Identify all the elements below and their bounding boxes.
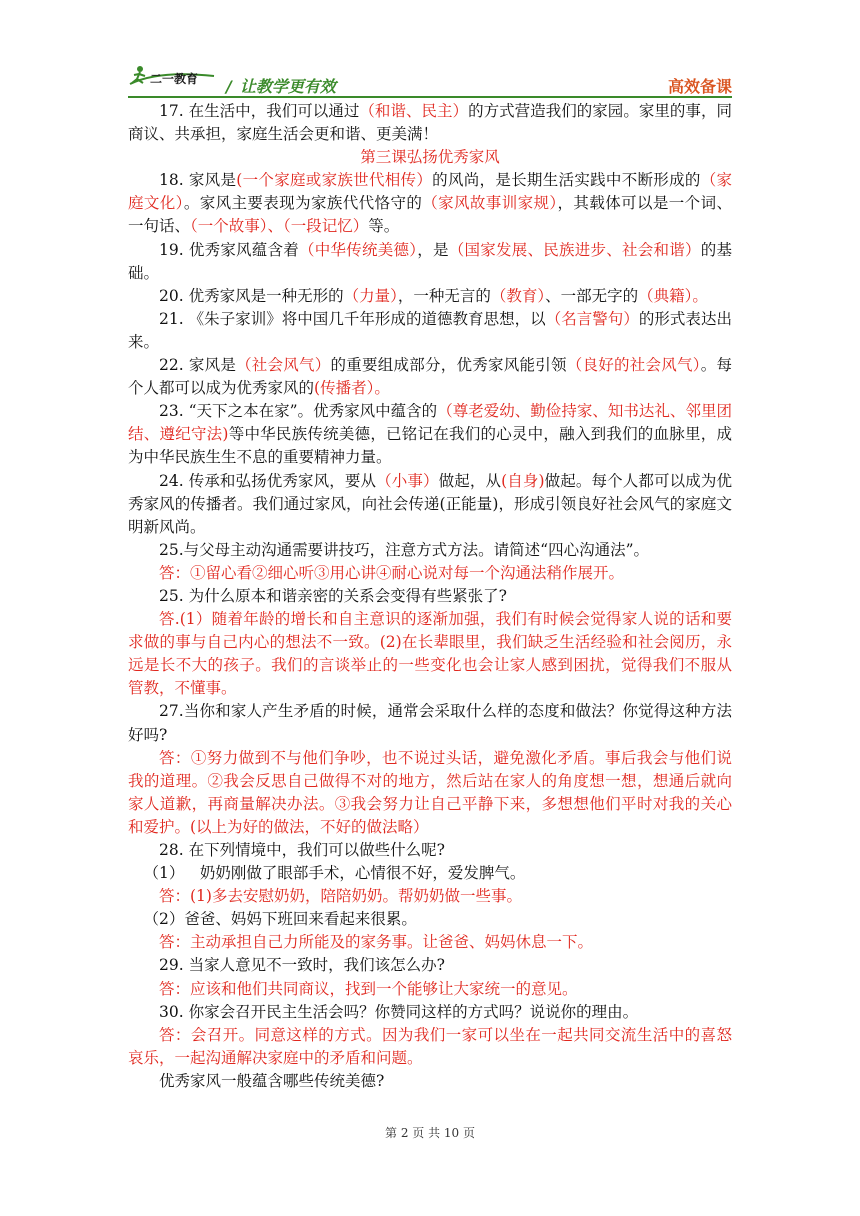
- item-21: 21. 《朱子家训》将中国几千年形成的道德教育思想，以（名言警句）的形式表达出来。: [128, 309, 732, 351]
- item-19: 19. 优秀家风蕴含着（中华传统美德），是（国家发展、民族进步、社会和谐）的基础。: [128, 240, 732, 282]
- header-divider: [128, 96, 732, 98]
- page-header: [128, 64, 732, 98]
- question-28: 28. 在下列情境中，我们可以做些什么呢?: [159, 841, 445, 859]
- question-30: 30. 你家会召开民主生活会吗？你赞同这样的方式吗？说说你的理由。: [159, 1002, 639, 1021]
- document-body: [128, 100, 732, 1093]
- answer-29: 答：应该和他们共同商议，找到一个能够让大家统一的意见。: [159, 979, 578, 998]
- question-25a: 25.与父母主动沟通需要讲技巧，注意方式方法。请简述“四心沟通法”。: [159, 540, 650, 559]
- answer-25a: 答：①留心看②细心听③用心讲④耐心说对每一个沟通法稍作展开。: [159, 563, 625, 582]
- header-tag: 高效备课: [667, 77, 732, 96]
- section-title: 第三课弘扬优秀家风: [360, 148, 500, 167]
- item-23: 23. “天下之本在家”。优秀家风中蕴含的（尊老爱幼、勤俭持家、知书达礼、邻里团结、遵纪守法)等中华民族传统美德，已铭记在我们的心灵中，融入到我们的血脉里，成为中华民族生生不息的重要精神力量。: [128, 402, 732, 467]
- page-number: 第 2 页 共 10 页: [385, 1126, 475, 1140]
- question-25b: 25. 为什么原本和谐亲密的关系会变得有些紧张了?: [159, 586, 507, 605]
- question-27: 27.当你和家人产生矛盾的时候，通常会采取什么样的态度和做法？你觉得这种方法好吗?: [128, 702, 732, 744]
- question-31: 优秀家风一般蕴含哪些传统美德?: [159, 1071, 385, 1090]
- question-28-1: （1） 奶奶刚做了眼部手术，心情很不好，爱发脾气。: [143, 864, 526, 883]
- answer-25b: 答.(1）随着年龄的增长和自主意识的逐渐加强，我们有时候会觉得家人说的话和要求做的事与自己内心的想法不一致。(2)在长辈眼里，我们缺乏生活经验和社会阅历，永远是长不大的孩子。我们的言谈举止的一些变化也会让家人感到困扰，觉得我们不服从管教，不懂事。: [128, 610, 732, 698]
- item-18: 18. 家风是(一个家庭或家族世代相传）的风尚，是长期生活实践中不断形成的（家庭文化）。家风主要表现为家族代代恪守的（家风故事训家规），其载体可以是一个词、一句话、（一个故事）、（一段记忆）等。: [128, 171, 732, 236]
- item-22: 22. 家风是（社会风气）的重要组成部分，优秀家风能引领（良好的社会风气）。每个人都可以成为优秀家风的(传播者）。: [128, 356, 732, 398]
- logo-text: 二一教育: [150, 72, 199, 86]
- answer-30: 答：会召开。同意这样的方式。因为我们一家可以坐在一起共同交流生活中的喜怒哀乐，一起沟通解决家庭中的矛盾和问题。: [128, 1025, 732, 1067]
- item-17: 17. 在生活中，我们可以通过（和谐、民主）的方式营造我们的家园。家里的事，同商议、共承担，家庭生活会更和谐、更美满！: [128, 102, 732, 144]
- question-29: 29. 当家人意见不一致时，我们该怎么办?: [159, 956, 445, 975]
- answer-28-2: 答：主动承担自己力所能及的家务事。让爸爸、妈妈休息一下。: [159, 933, 594, 952]
- answer-27: 答：①努力做到不与他们争吵，也不说过头话，避免激化矛盾。事后我会与他们说我的道理。②我会反思自己做得不对的地方，然后站在家人的角度想一想，想通后就向家人道歉，再商量解决办法。③我会努力让自己平静下来，多想想他们平时对我的关心和爱护。(以上为好的做法，不好的做法略）: [128, 748, 732, 836]
- header-slogan: / 让教学更有效: [226, 77, 336, 96]
- item-24: 24. 传承和弘扬优秀家风，要从（小事）做起，从(自身)做起。每个人都可以成为优秀家风的传播者。我们通过家风，向社会传递(正能量)，形成引领良好社会风气的家庭文明新风尚。: [128, 471, 732, 536]
- answer-28-1: 答：(1)多去安慰奶奶，陪陪奶奶。帮奶奶做一些事。: [159, 887, 522, 906]
- item-20: 20. 优秀家风是一种无形的（力量），一种无言的（教育）、一部无字的（典籍）。: [159, 286, 708, 305]
- question-28-2: （2）爸爸、妈妈下班回来看起来很累。: [143, 910, 417, 929]
